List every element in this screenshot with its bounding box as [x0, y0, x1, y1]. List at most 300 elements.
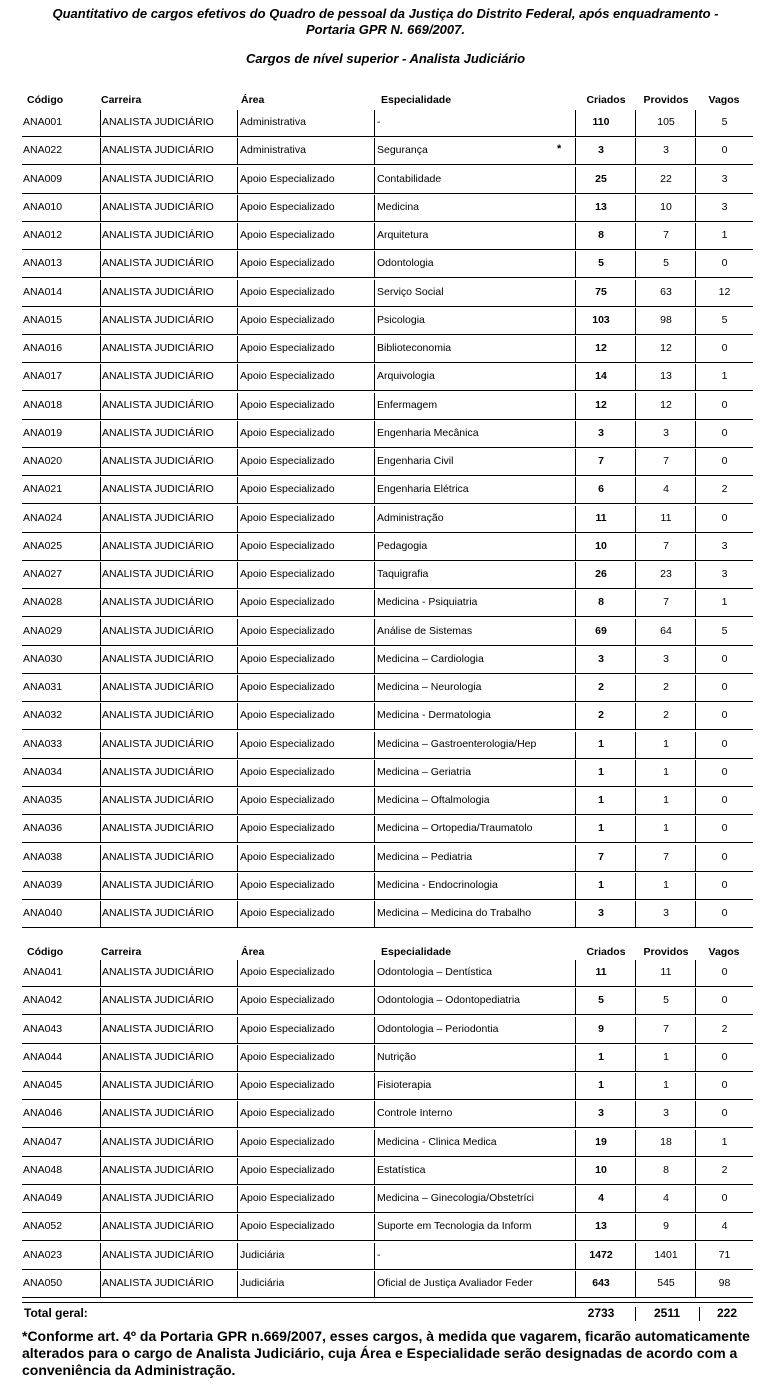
column-divider — [374, 1045, 375, 1071]
column-divider — [695, 1073, 696, 1099]
cell-area: Apoio Especializado — [240, 994, 335, 1006]
column-divider — [635, 393, 636, 419]
header-vagos: Vagos — [708, 946, 740, 958]
column-divider — [100, 619, 101, 645]
column-divider — [695, 393, 696, 419]
column-divider — [100, 336, 101, 362]
column-divider — [575, 845, 576, 871]
column-divider — [575, 703, 576, 729]
cell-vag: 3 — [721, 201, 728, 213]
table-row — [22, 1099, 753, 1128]
table-row — [22, 221, 753, 250]
column-divider — [575, 393, 576, 419]
cell-cri: 11 — [595, 512, 607, 524]
cell-esp: Enfermagem — [377, 399, 438, 411]
cell-pro: 18 — [660, 1136, 672, 1148]
header-carreira: Carreira — [101, 946, 142, 958]
cell-pro: 12 — [660, 342, 672, 354]
column-divider — [237, 732, 238, 758]
cell-pro: 1 — [663, 738, 669, 750]
column-divider — [635, 901, 636, 927]
column-divider — [635, 449, 636, 475]
cell-area: Apoio Especializado — [240, 455, 335, 467]
cell-cod: ANA027 — [23, 568, 63, 580]
cell-cod: ANA038 — [23, 851, 63, 863]
cell-car: ANALISTA JUDICIÁRIO — [102, 822, 214, 834]
column-divider — [374, 336, 375, 362]
column-divider — [237, 1017, 238, 1043]
cell-esp: Medicina – Pediatria — [377, 851, 473, 863]
cell-area: Apoio Especializado — [240, 286, 335, 298]
column-divider — [695, 477, 696, 503]
cell-area: Apoio Especializado — [240, 314, 335, 326]
cell-esp: Odontologia – Odontopediatria — [377, 994, 521, 1006]
column-divider — [635, 590, 636, 616]
cell-vag: 0 — [721, 455, 728, 467]
column-divider — [575, 336, 576, 362]
cell-vag: 98 — [718, 1277, 731, 1289]
cell-cod: ANA019 — [23, 427, 63, 439]
cell-esp: Medicina – Neurologia — [377, 681, 482, 693]
cell-esp: Medicina - Psiquiatria — [377, 596, 478, 608]
header-especialidade: Especialidade — [381, 94, 452, 106]
column-divider — [575, 816, 576, 842]
column-divider — [237, 421, 238, 447]
cell-pro: 63 — [660, 286, 672, 298]
column-divider — [575, 647, 576, 673]
column-divider — [237, 562, 238, 588]
cell-area: Apoio Especializado — [240, 653, 335, 665]
column-divider — [374, 280, 375, 306]
column-divider — [635, 110, 636, 136]
cell-cri: 4 — [598, 1192, 604, 1204]
cell-car: ANALISTA JUDICIÁRIO — [102, 512, 214, 524]
cell-car: ANALISTA JUDICIÁRIO — [102, 455, 214, 467]
cell-area: Apoio Especializado — [240, 766, 335, 778]
cell-cri: 19 — [595, 1136, 607, 1148]
cell-pro: 7 — [663, 540, 669, 552]
column-divider — [374, 138, 375, 164]
cell-car: ANALISTA JUDICIÁRIO — [102, 709, 214, 721]
column-divider — [237, 647, 238, 673]
column-divider — [695, 675, 696, 701]
column-divider — [695, 901, 696, 927]
cell-pro: 12 — [660, 399, 672, 411]
cell-vag: 0 — [721, 1079, 728, 1091]
table-row — [22, 1269, 753, 1298]
table-row — [22, 871, 753, 900]
column-divider — [695, 988, 696, 1014]
column-divider — [237, 251, 238, 277]
column-divider — [374, 110, 375, 136]
cell-esp: Odontologia – Periodontia — [377, 1023, 499, 1035]
cell-esp: Estatística — [377, 1164, 426, 1176]
header-area: Área — [241, 946, 265, 958]
column-divider — [237, 308, 238, 334]
table-row — [22, 1043, 753, 1072]
column-divider — [695, 110, 696, 136]
table-row — [22, 165, 753, 194]
cell-pro: 3 — [663, 907, 669, 919]
cell-pro: 5 — [663, 257, 669, 269]
table-row — [22, 249, 753, 278]
column-divider — [575, 1045, 576, 1071]
column-divider — [635, 364, 636, 390]
cell-cri: 13 — [595, 201, 607, 213]
column-divider — [575, 138, 576, 164]
cell-area: Apoio Especializado — [240, 370, 335, 382]
cell-area: Apoio Especializado — [240, 399, 335, 411]
column-divider — [237, 449, 238, 475]
cell-pro: 545 — [657, 1277, 675, 1289]
cell-cri: 75 — [595, 286, 607, 298]
column-divider — [374, 167, 375, 193]
cell-cri: 3 — [598, 427, 604, 439]
cell-vag: 0 — [721, 879, 728, 891]
cell-vag: 71 — [718, 1249, 731, 1261]
column-divider — [635, 223, 636, 249]
cell-vag: 0 — [721, 851, 728, 863]
column-divider — [635, 1158, 636, 1184]
cell-area: Apoio Especializado — [240, 794, 335, 806]
column-divider — [100, 1073, 101, 1099]
column-divider — [695, 251, 696, 277]
cell-esp: Segurança — [377, 144, 428, 156]
cell-vag: 3 — [721, 568, 728, 580]
cell-pro: 3 — [663, 144, 669, 156]
column-divider — [237, 364, 238, 390]
column-divider — [237, 393, 238, 419]
column-divider — [100, 364, 101, 390]
cell-area: Apoio Especializado — [240, 966, 335, 978]
column-divider — [635, 421, 636, 447]
column-divider — [237, 590, 238, 616]
table-row — [22, 588, 753, 617]
column-divider — [635, 1073, 636, 1099]
column-divider — [237, 336, 238, 362]
cell-pro: 9 — [663, 1220, 669, 1232]
header-codigo: Código — [27, 946, 64, 958]
cell-cod: ANA009 — [23, 173, 63, 185]
cell-cri: 1 — [598, 1079, 604, 1091]
cell-car: ANALISTA JUDICIÁRIO — [102, 738, 214, 750]
cell-cri: 14 — [595, 370, 607, 382]
cell-vag: 0 — [721, 342, 728, 354]
cell-cod: ANA014 — [23, 286, 63, 298]
column-divider — [695, 590, 696, 616]
column-divider — [695, 845, 696, 871]
column-divider — [100, 1158, 101, 1184]
cell-area: Apoio Especializado — [240, 625, 335, 637]
column-divider — [575, 788, 576, 814]
column-divider — [237, 988, 238, 1014]
table-row — [22, 532, 753, 561]
column-divider — [695, 167, 696, 193]
column-divider — [100, 280, 101, 306]
column-divider — [575, 1186, 576, 1212]
column-divider — [635, 167, 636, 193]
cell-area: Judiciária — [240, 1277, 285, 1289]
cell-vag: 0 — [721, 794, 728, 806]
column-divider — [237, 506, 238, 532]
cell-car: ANALISTA JUDICIÁRIO — [102, 540, 214, 552]
column-divider — [374, 534, 375, 560]
cell-esp: Psicologia — [377, 314, 425, 326]
column-divider — [374, 901, 375, 927]
column-divider — [635, 732, 636, 758]
column-divider — [695, 280, 696, 306]
cell-esp: - — [377, 1249, 381, 1261]
cell-vag: 1 — [721, 229, 728, 241]
cell-esp: Medicina - Dermatologia — [377, 709, 491, 721]
table-row — [22, 899, 753, 928]
column-divider — [100, 960, 101, 986]
cell-car: ANALISTA JUDICIÁRIO — [102, 116, 214, 128]
cell-car: ANALISTA JUDICIÁRIO — [102, 681, 214, 693]
cell-pro: 1 — [663, 766, 669, 778]
column-divider — [635, 788, 636, 814]
cell-esp: Medicina – Cardiologia — [377, 653, 484, 665]
cell-cod: ANA048 — [23, 1164, 63, 1176]
column-divider — [100, 760, 101, 786]
cell-vag: 0 — [721, 766, 728, 778]
table-row — [22, 334, 753, 363]
cell-esp: Nutrição — [377, 1051, 417, 1063]
column-divider — [100, 1101, 101, 1127]
cell-esp: Medicina – Geriatria — [377, 766, 471, 778]
cell-cri: 103 — [592, 314, 610, 326]
cell-esp: Medicina – Ortopedia/Traumatolo — [377, 822, 533, 834]
cell-vag: 0 — [721, 907, 728, 919]
column-divider — [374, 223, 375, 249]
column-divider — [100, 167, 101, 193]
cell-area: Apoio Especializado — [240, 201, 335, 213]
column-divider — [635, 1186, 636, 1212]
cell-pro: 2 — [663, 681, 669, 693]
column-divider — [237, 477, 238, 503]
cell-car: ANALISTA JUDICIÁRIO — [102, 1079, 214, 1091]
column-divider — [237, 1073, 238, 1099]
column-divider — [695, 308, 696, 334]
table-row — [22, 193, 753, 222]
cell-pro: 4 — [663, 1192, 669, 1204]
column-divider — [100, 788, 101, 814]
column-divider — [695, 1243, 696, 1269]
column-divider — [635, 280, 636, 306]
cell-car: ANALISTA JUDICIÁRIO — [102, 342, 214, 354]
cell-car: ANALISTA JUDICIÁRIO — [102, 907, 214, 919]
cell-esp: Contabilidade — [377, 173, 442, 185]
total-divider — [699, 1307, 700, 1321]
column-divider — [575, 1130, 576, 1156]
table-row — [22, 843, 753, 872]
cell-area: Apoio Especializado — [240, 1079, 335, 1091]
column-divider — [100, 901, 101, 927]
cell-vag: 2 — [721, 1023, 728, 1035]
cell-car: ANALISTA JUDICIÁRIO — [102, 625, 214, 637]
cell-area: Apoio Especializado — [240, 681, 335, 693]
column-divider — [635, 988, 636, 1014]
column-divider — [695, 138, 696, 164]
cell-car: ANALISTA JUDICIÁRIO — [102, 286, 214, 298]
cell-esp: Controle Interno — [377, 1107, 453, 1119]
cell-esp: Medicina - Clinica Medica — [377, 1136, 497, 1148]
cell-area: Apoio Especializado — [240, 822, 335, 834]
column-divider — [237, 1214, 238, 1240]
cell-pro: 23 — [660, 568, 672, 580]
cell-cri: 3 — [598, 653, 604, 665]
column-divider — [237, 960, 238, 986]
cell-esp: Medicina – Gastroenterologia/Hep — [377, 738, 537, 750]
total-criados: 2733 — [587, 1306, 615, 1320]
cell-area: Apoio Especializado — [240, 483, 335, 495]
cell-cri: 3 — [598, 144, 604, 156]
column-divider — [374, 1073, 375, 1099]
header-vagos: Vagos — [708, 94, 740, 106]
cell-cod: ANA029 — [23, 625, 63, 637]
cell-area: Apoio Especializado — [240, 1107, 335, 1119]
cell-cri: 8 — [598, 229, 604, 241]
column-divider — [100, 988, 101, 1014]
column-divider — [374, 845, 375, 871]
column-divider — [374, 562, 375, 588]
cell-cod: ANA020 — [23, 455, 63, 467]
header-criados: Criados — [586, 94, 626, 106]
cell-esp: Medicina — [377, 201, 420, 213]
cell-cod: ANA052 — [23, 1220, 63, 1232]
cell-area: Apoio Especializado — [240, 229, 335, 241]
cell-vag: 5 — [721, 314, 728, 326]
total-row — [22, 1302, 753, 1325]
cell-esp: Engenharia Civil — [377, 455, 454, 467]
cell-esp: Análise de Sistemas — [377, 625, 473, 637]
column-divider — [575, 1214, 576, 1240]
column-divider — [100, 1186, 101, 1212]
cell-cod: ANA028 — [23, 596, 63, 608]
cell-pro: 98 — [660, 314, 672, 326]
column-divider — [635, 1243, 636, 1269]
cell-vag: 5 — [721, 625, 728, 637]
column-divider — [695, 760, 696, 786]
column-divider — [575, 732, 576, 758]
cell-cri: 1 — [598, 1051, 604, 1063]
cell-cri: 10 — [595, 1164, 607, 1176]
cell-cri: 1 — [598, 738, 604, 750]
table-row — [22, 362, 753, 391]
column-divider — [374, 703, 375, 729]
cell-cri: 2 — [598, 681, 604, 693]
table-row — [22, 730, 753, 759]
table-row — [22, 1241, 753, 1270]
cell-pro: 2 — [663, 709, 669, 721]
cell-pro: 3 — [663, 653, 669, 665]
cell-vag: 0 — [721, 144, 728, 156]
column-divider — [374, 732, 375, 758]
cell-cod: ANA046 — [23, 1107, 63, 1119]
column-divider — [695, 506, 696, 532]
column-divider — [237, 534, 238, 560]
cell-car: ANALISTA JUDICIÁRIO — [102, 1249, 214, 1261]
cell-vag: 2 — [721, 483, 728, 495]
column-divider — [374, 393, 375, 419]
cell-pro: 1 — [663, 794, 669, 806]
cell-car: ANALISTA JUDICIÁRIO — [102, 173, 214, 185]
column-divider — [635, 534, 636, 560]
column-divider — [237, 138, 238, 164]
cell-cri: 10 — [595, 540, 607, 552]
cell-cod: ANA017 — [23, 370, 63, 382]
column-divider — [237, 788, 238, 814]
column-divider — [374, 760, 375, 786]
column-divider — [237, 873, 238, 899]
cell-cod: ANA010 — [23, 201, 63, 213]
doc-title-line2: Portaria GPR N. 669/2007. — [306, 22, 465, 37]
column-divider — [237, 1158, 238, 1184]
cell-pro: 11 — [660, 966, 672, 978]
cell-esp: Biblioteconomia — [377, 342, 452, 354]
column-divider — [635, 477, 636, 503]
table-row — [22, 958, 753, 987]
table-row — [22, 645, 753, 674]
cell-pro: 3 — [663, 427, 669, 439]
cell-pro: 13 — [660, 370, 672, 382]
cell-vag: 0 — [721, 709, 728, 721]
table-row — [22, 108, 753, 137]
cell-cri: 3 — [598, 1107, 604, 1119]
cell-car: ANALISTA JUDICIÁRIO — [102, 1192, 214, 1204]
cell-pro: 1 — [663, 879, 669, 891]
cell-area: Apoio Especializado — [240, 427, 335, 439]
cell-vag: 0 — [721, 512, 728, 524]
column-divider — [100, 449, 101, 475]
table-row — [22, 1071, 753, 1100]
column-divider — [374, 590, 375, 616]
column-divider — [635, 647, 636, 673]
table-row — [22, 391, 753, 420]
cell-cri: 1 — [598, 879, 604, 891]
cell-car: ANALISTA JUDICIÁRIO — [102, 1136, 214, 1148]
cell-cod: ANA040 — [23, 907, 63, 919]
cell-area: Apoio Especializado — [240, 1136, 335, 1148]
cell-esp: Engenharia Elétrica — [377, 483, 469, 495]
column-divider — [635, 308, 636, 334]
column-divider — [237, 195, 238, 221]
cell-cri: 1472 — [589, 1249, 613, 1261]
column-divider — [635, 506, 636, 532]
cell-pro: 7 — [663, 455, 669, 467]
cell-esp: Administração — [377, 512, 444, 524]
cell-cod: ANA024 — [23, 512, 63, 524]
cell-cod: ANA001 — [23, 116, 63, 128]
cell-pro: 7 — [663, 229, 669, 241]
cell-area: Apoio Especializado — [240, 540, 335, 552]
column-divider — [635, 1045, 636, 1071]
column-divider — [237, 901, 238, 927]
column-divider — [635, 960, 636, 986]
column-divider — [575, 1271, 576, 1297]
column-divider — [100, 534, 101, 560]
cell-vag: 1 — [721, 1136, 728, 1148]
cell-pro: 1 — [663, 1051, 669, 1063]
column-divider — [575, 110, 576, 136]
total-vagos: 222 — [716, 1306, 738, 1320]
column-divider — [695, 364, 696, 390]
cell-car: ANALISTA JUDICIÁRIO — [102, 1220, 214, 1232]
cell-cod: ANA039 — [23, 879, 63, 891]
cell-area: Apoio Especializado — [240, 907, 335, 919]
cell-esp: - — [377, 116, 381, 128]
cell-cri: 25 — [595, 173, 607, 185]
